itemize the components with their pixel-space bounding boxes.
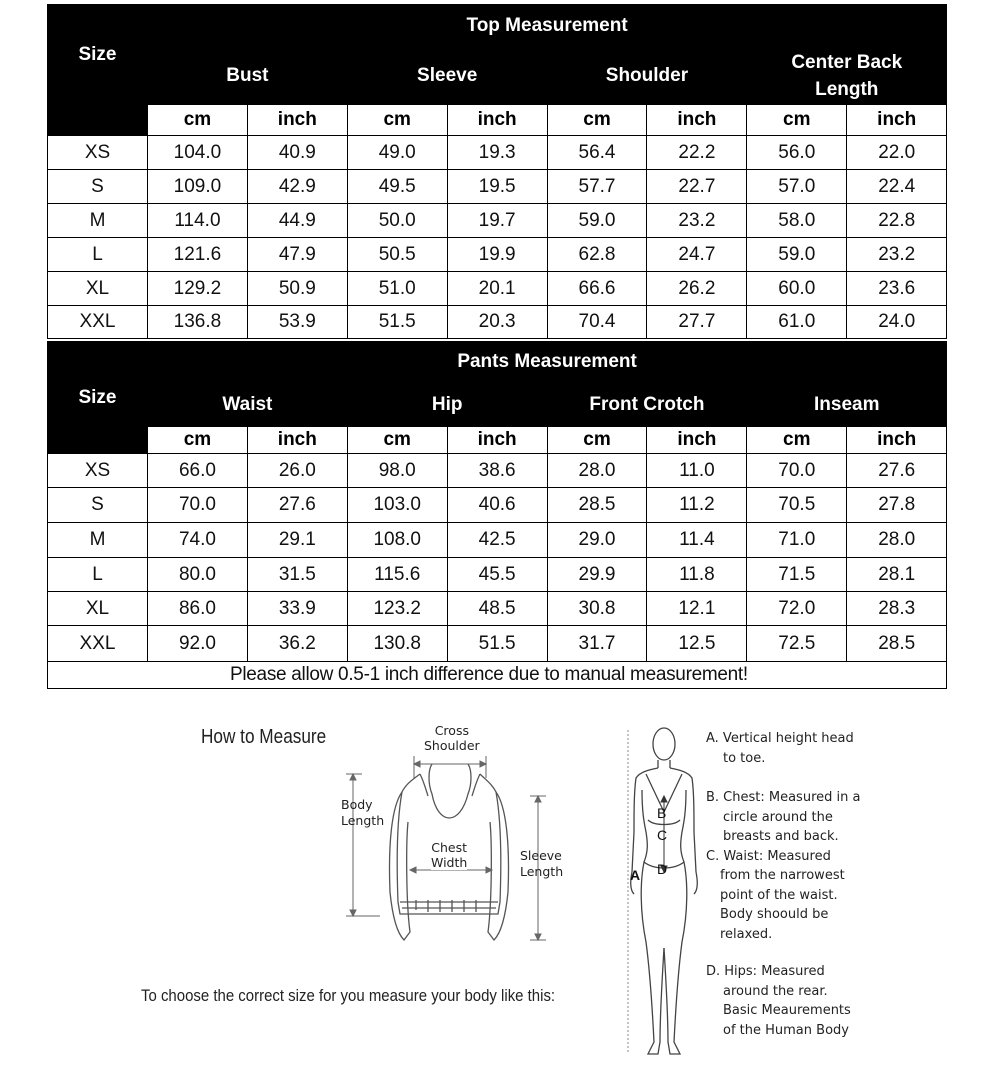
- value-cell: 11.2: [647, 488, 747, 523]
- value-cell: 27.6: [247, 488, 347, 523]
- size-cell: S: [48, 488, 148, 523]
- value-cell: 57.7: [547, 170, 647, 204]
- table-row: [48, 523, 947, 558]
- value-cell: 29.9: [547, 558, 647, 592]
- table-row: [48, 592, 947, 626]
- unit-header: cm: [547, 427, 647, 454]
- chest-label-line: Width: [431, 855, 468, 870]
- value-cell: 42.9: [247, 170, 347, 204]
- value-cell: 58.0: [747, 204, 847, 238]
- value-cell: 50.5: [347, 238, 447, 272]
- table-row: [48, 272, 947, 306]
- note-line: D. Hips: Measured: [706, 964, 825, 979]
- value-cell: 51.0: [347, 272, 447, 306]
- value-cell: 104.0: [148, 136, 248, 170]
- note-line: point of the waist.: [720, 887, 838, 903]
- unit-header: inch: [447, 105, 547, 136]
- size-cell: L: [48, 558, 148, 592]
- value-cell: 26.0: [247, 454, 347, 488]
- size-cell: XXL: [48, 306, 148, 339]
- marker-c: C: [657, 827, 668, 843]
- value-cell: 20.3: [447, 306, 547, 339]
- value-cell: 45.5: [447, 558, 547, 592]
- unit-header: cm: [347, 427, 447, 454]
- table-row: [48, 204, 947, 238]
- chest-width-label: [431, 840, 467, 870]
- value-cell: 42.5: [447, 523, 547, 558]
- note-line: B. Chest: Measured in a: [706, 790, 861, 805]
- value-cell: 44.9: [247, 204, 347, 238]
- group-header: Center Back Length: [747, 47, 947, 105]
- value-cell: 62.8: [547, 238, 647, 272]
- table-row: [48, 306, 947, 339]
- unit-header: inch: [247, 427, 347, 454]
- size-header-fill: [48, 105, 148, 136]
- size-cell: XS: [48, 136, 148, 170]
- size-cell: XXL: [48, 626, 148, 662]
- value-cell: 66.6: [547, 272, 647, 306]
- group-header: Sleeve: [347, 47, 547, 105]
- table-row: [48, 626, 947, 662]
- value-cell: 22.4: [847, 170, 947, 204]
- body-label-line: Length: [341, 813, 385, 828]
- size-header: Size: [48, 5, 148, 105]
- value-cell: 121.6: [148, 238, 248, 272]
- value-cell: 28.3: [847, 592, 947, 626]
- note-line: breasts and back.: [723, 829, 839, 844]
- value-cell: 22.2: [647, 136, 747, 170]
- table-row: [48, 488, 947, 523]
- value-cell: 22.0: [847, 136, 947, 170]
- value-cell: 66.0: [148, 454, 248, 488]
- value-cell: 33.9: [247, 592, 347, 626]
- note-line: around the rear.: [723, 983, 828, 999]
- value-cell: 28.5: [547, 488, 647, 523]
- value-cell: 70.0: [747, 454, 847, 488]
- note-line: C. Waist: Measured: [706, 848, 831, 864]
- value-cell: 86.0: [148, 592, 248, 626]
- group-header: Bust: [148, 47, 348, 105]
- value-cell: 61.0: [747, 306, 847, 339]
- value-cell: 70.5: [747, 488, 847, 523]
- value-cell: 71.0: [747, 523, 847, 558]
- value-cell: 28.0: [847, 523, 947, 558]
- value-cell: 23.6: [847, 272, 947, 306]
- measurement-note: Please allow 0.5-1 inch difference due to manual measurement!: [48, 662, 947, 689]
- value-cell: 108.0: [347, 523, 447, 558]
- size-cell: XL: [48, 592, 148, 626]
- value-cell: 19.9: [447, 238, 547, 272]
- top-measurement-table: [47, 4, 947, 339]
- value-cell: 27.7: [647, 306, 747, 339]
- value-cell: 103.0: [347, 488, 447, 523]
- value-cell: 23.2: [647, 204, 747, 238]
- value-cell: 19.7: [447, 204, 547, 238]
- pants-measurement-table: [47, 341, 947, 689]
- sleeve-length-label: [520, 848, 563, 880]
- body-length-label: [341, 797, 384, 829]
- value-cell: 59.0: [547, 204, 647, 238]
- value-cell: 29.0: [547, 523, 647, 558]
- chest-label-line: Chest: [431, 840, 468, 855]
- body-label-line: Body: [341, 797, 373, 812]
- value-cell: 123.2: [347, 592, 447, 626]
- value-cell: 11.8: [647, 558, 747, 592]
- value-cell: 59.0: [747, 238, 847, 272]
- value-cell: 60.0: [747, 272, 847, 306]
- value-cell: 98.0: [347, 454, 447, 488]
- table-title: Top Measurement: [148, 5, 947, 47]
- value-cell: 31.5: [247, 558, 347, 592]
- value-cell: 40.6: [447, 488, 547, 523]
- group-header: Hip: [347, 383, 547, 427]
- note-line: relaxed.: [720, 926, 773, 942]
- value-cell: 11.0: [647, 454, 747, 488]
- value-cell: 24.0: [847, 306, 947, 339]
- value-cell: 70.0: [148, 488, 248, 523]
- table-row: [48, 238, 947, 272]
- cross-label-line: Cross: [434, 723, 469, 738]
- value-cell: 56.4: [547, 136, 647, 170]
- sleeve-label-line: Sleeve: [520, 848, 562, 863]
- value-cell: 56.0: [747, 136, 847, 170]
- table-row: [48, 454, 947, 488]
- table-title: Pants Measurement: [148, 342, 947, 383]
- unit-header: inch: [247, 105, 347, 136]
- size-cell: M: [48, 523, 148, 558]
- value-cell: 130.8: [347, 626, 447, 662]
- value-cell: 22.8: [847, 204, 947, 238]
- table-row: [48, 136, 947, 170]
- unit-header: inch: [647, 105, 747, 136]
- value-cell: 20.1: [447, 272, 547, 306]
- cross-shoulder-label: [424, 723, 480, 753]
- unit-header: inch: [647, 427, 747, 454]
- value-cell: 19.5: [447, 170, 547, 204]
- value-cell: 30.8: [547, 592, 647, 626]
- sleeve-label-line: Length: [520, 864, 564, 879]
- value-cell: 36.2: [247, 626, 347, 662]
- size-cell: M: [48, 204, 148, 238]
- value-cell: 74.0: [148, 523, 248, 558]
- unit-header: cm: [347, 105, 447, 136]
- choose-size-instruction: To choose the correct size for you measure your body like this:: [141, 986, 556, 1005]
- how-to-measure-title: How to Measure: [201, 726, 327, 748]
- value-cell: 51.5: [447, 626, 547, 662]
- value-cell: 70.4: [547, 306, 647, 339]
- group-header: Inseam: [747, 383, 947, 427]
- value-cell: 38.6: [447, 454, 547, 488]
- group-header: Waist: [148, 383, 348, 427]
- unit-header: cm: [547, 105, 647, 136]
- value-cell: 28.1: [847, 558, 947, 592]
- sweater-diagram: [340, 722, 550, 952]
- value-cell: 49.0: [347, 136, 447, 170]
- value-cell: 72.0: [747, 592, 847, 626]
- size-cell: XL: [48, 272, 148, 306]
- value-cell: 23.2: [847, 238, 947, 272]
- unit-header: cm: [747, 105, 847, 136]
- table-row: [48, 170, 947, 204]
- value-cell: 22.7: [647, 170, 747, 204]
- value-cell: 40.9: [247, 136, 347, 170]
- value-cell: 27.6: [847, 454, 947, 488]
- value-cell: 109.0: [148, 170, 248, 204]
- value-cell: 53.9: [247, 306, 347, 339]
- marker-a: A: [630, 867, 641, 883]
- note-line: A. Vertical height head: [706, 731, 854, 746]
- table-row: [48, 558, 947, 592]
- value-cell: 72.5: [747, 626, 847, 662]
- unit-header: inch: [847, 105, 947, 136]
- value-cell: 48.5: [447, 592, 547, 626]
- marker-d: D: [657, 861, 668, 877]
- value-cell: 49.5: [347, 170, 447, 204]
- marker-b: B: [657, 805, 667, 821]
- value-cell: 47.9: [247, 238, 347, 272]
- measurement-notes: [706, 729, 860, 1040]
- value-cell: 12.5: [647, 626, 747, 662]
- size-header: Size: [48, 342, 148, 427]
- value-cell: 28.0: [547, 454, 647, 488]
- value-cell: 136.8: [148, 306, 248, 339]
- value-cell: 92.0: [148, 626, 248, 662]
- size-cell: L: [48, 238, 148, 272]
- unit-header: inch: [447, 427, 547, 454]
- value-cell: 114.0: [148, 204, 248, 238]
- value-cell: 29.1: [247, 523, 347, 558]
- value-cell: 50.0: [347, 204, 447, 238]
- note-line: circle around the: [723, 809, 833, 825]
- note-line: Basic Meaurements: [723, 1003, 851, 1018]
- value-cell: 26.2: [647, 272, 747, 306]
- note-line: from the narrowest: [720, 868, 845, 883]
- value-cell: 31.7: [547, 626, 647, 662]
- body-figure: [624, 722, 704, 1067]
- value-cell: 115.6: [347, 558, 447, 592]
- value-cell: 19.3: [447, 136, 547, 170]
- value-cell: 129.2: [148, 272, 248, 306]
- value-cell: 71.5: [747, 558, 847, 592]
- size-cell: S: [48, 170, 148, 204]
- value-cell: 28.5: [847, 626, 947, 662]
- note-line: of the Human Body: [723, 1022, 849, 1038]
- value-cell: 51.5: [347, 306, 447, 339]
- value-cell: 50.9: [247, 272, 347, 306]
- value-cell: 27.8: [847, 488, 947, 523]
- unit-header: cm: [747, 427, 847, 454]
- note-line: Body shoould be: [720, 907, 829, 922]
- unit-header: cm: [148, 105, 248, 136]
- cross-label-line: Shoulder: [424, 738, 480, 753]
- size-header-fill: [48, 427, 148, 454]
- value-cell: 57.0: [747, 170, 847, 204]
- unit-header: cm: [148, 427, 248, 454]
- note-line: to toe.: [723, 750, 766, 766]
- group-header: Shoulder: [547, 47, 747, 105]
- size-cell: XS: [48, 454, 148, 488]
- value-cell: 12.1: [647, 592, 747, 626]
- group-header: Front Crotch: [547, 383, 747, 427]
- value-cell: 11.4: [647, 523, 747, 558]
- value-cell: 24.7: [647, 238, 747, 272]
- unit-header: inch: [847, 427, 947, 454]
- value-cell: 80.0: [148, 558, 248, 592]
